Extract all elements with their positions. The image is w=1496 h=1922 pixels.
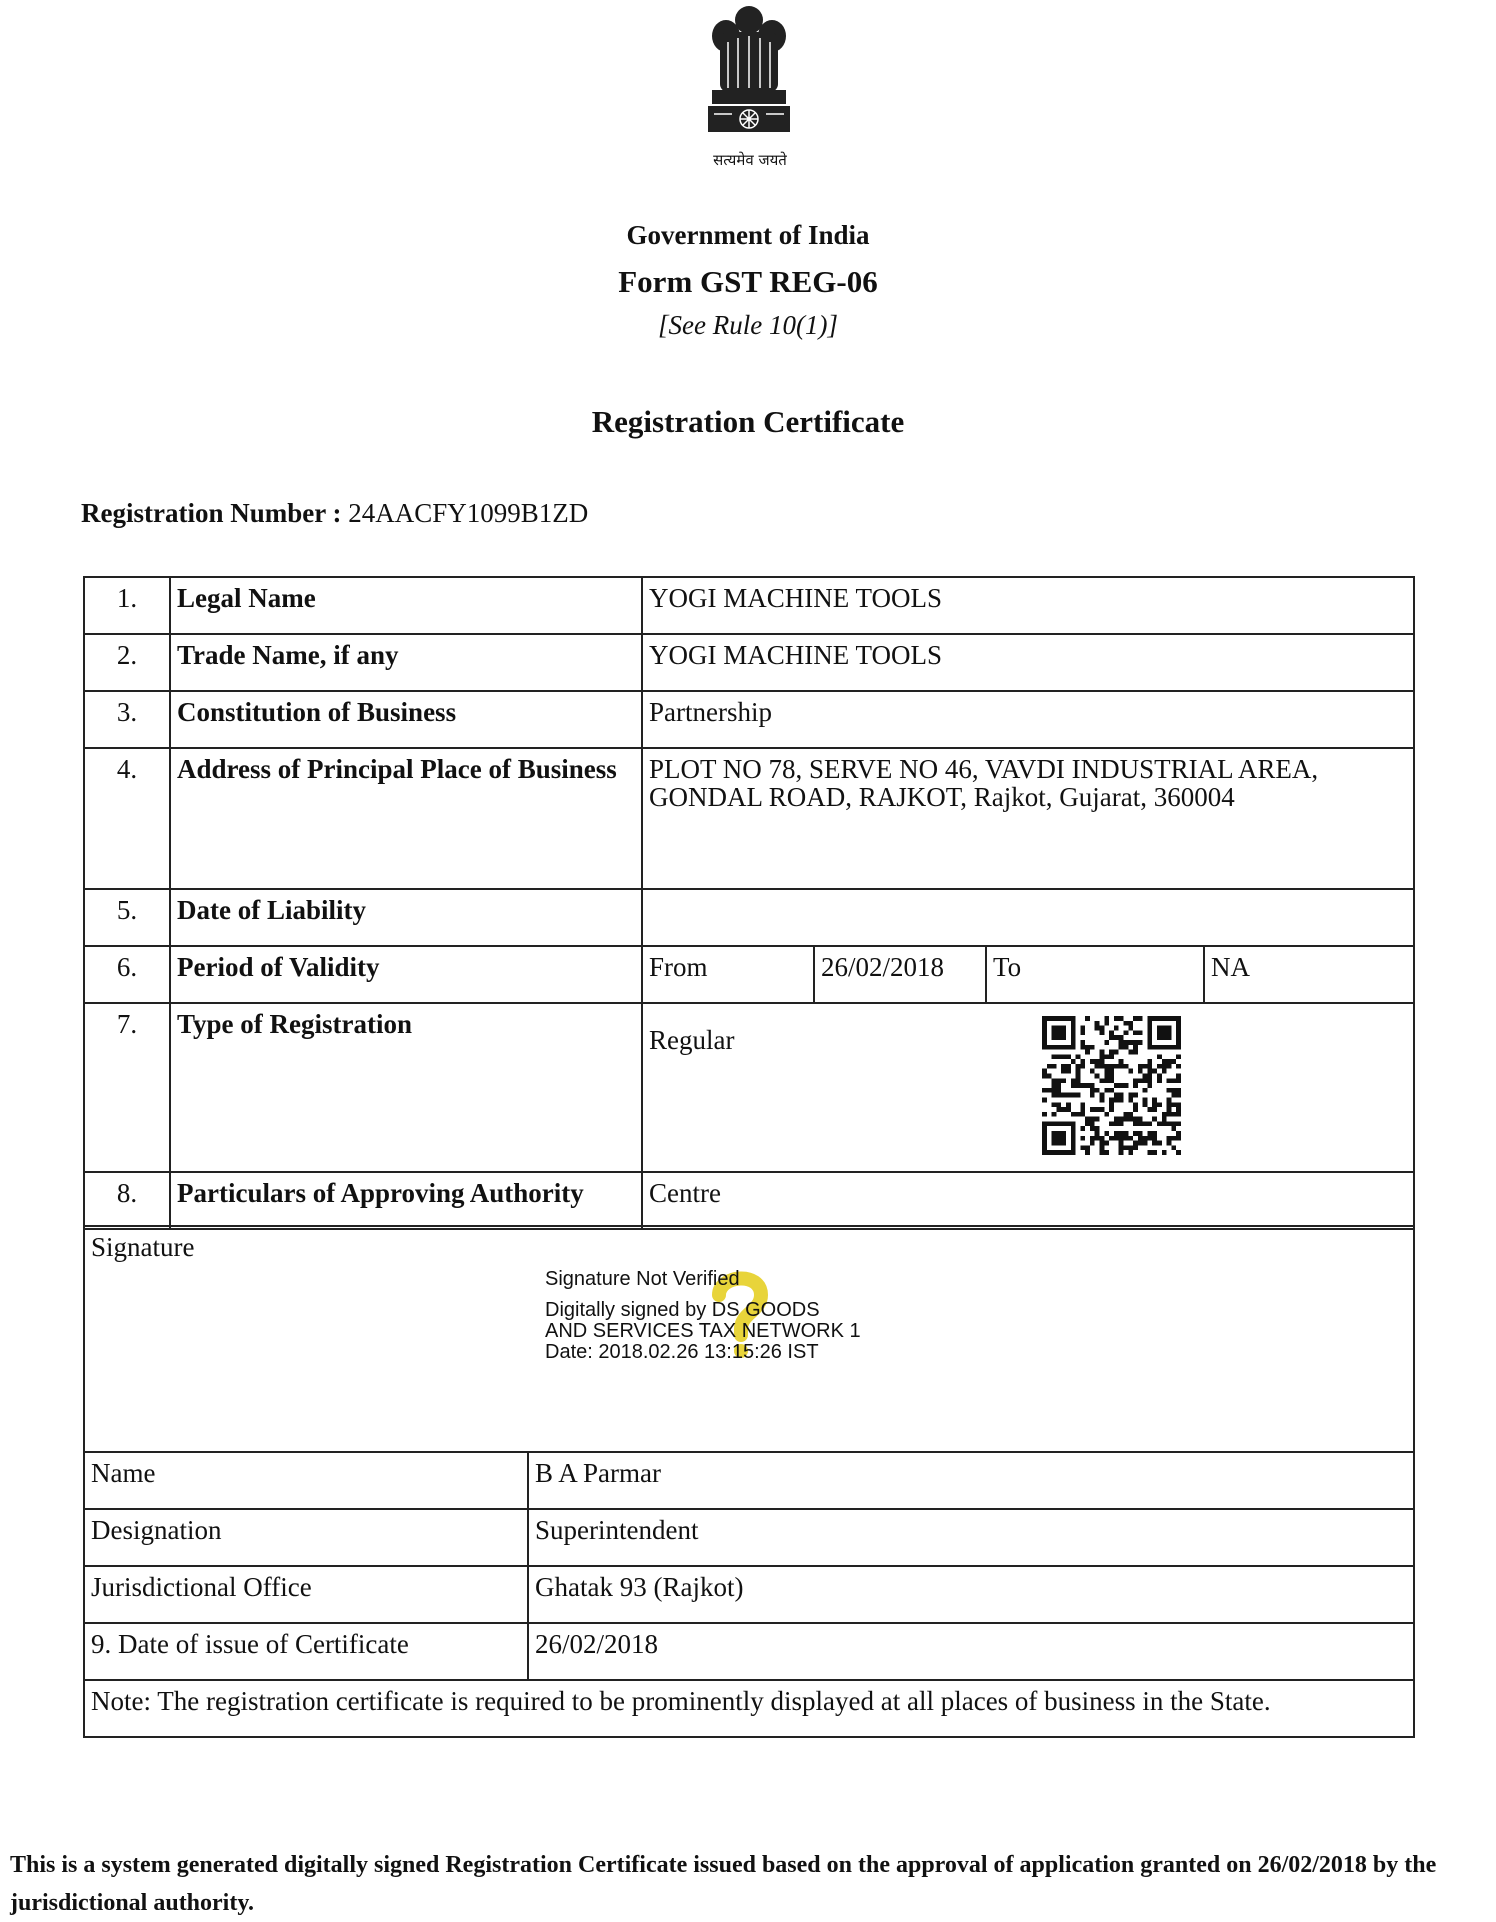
qr-code	[1042, 1016, 1181, 1155]
signature-label: Signature	[91, 1232, 195, 1262]
row-number: 8.	[84, 1172, 170, 1229]
registration-number	[81, 498, 588, 529]
system-generated-footer: This is a system generated digitally signed Registration Certificate issued based on the approval of application granted on 26/02/2018 by the jurisdictional authority.	[10, 1852, 1437, 1916]
table-row	[84, 946, 1414, 1003]
signature-table	[83, 1225, 1415, 1738]
liability-value	[642, 889, 1414, 946]
details-table	[83, 576, 1415, 1230]
form-title: Form GST REG-06	[618, 264, 878, 299]
table-row	[84, 1509, 1414, 1566]
table-row	[84, 748, 1414, 889]
row-number: 3.	[84, 691, 170, 748]
row-number: 4.	[84, 748, 170, 889]
jurisdictional-office-value: Ghatak 93 (Rajkot)	[528, 1566, 1414, 1623]
validity-to-label: To	[986, 946, 1204, 1003]
constitution-label: Constitution of Business	[170, 691, 642, 748]
registration-number-label: Registration Number :	[81, 498, 342, 528]
row-number: 7.	[84, 1003, 170, 1172]
table-row	[84, 1172, 1414, 1229]
liability-label: Date of Liability	[170, 889, 642, 946]
validity-to-value: NA	[1204, 946, 1414, 1003]
row-number: 1.	[84, 577, 170, 634]
table-row	[84, 1566, 1414, 1623]
validity-from-label: From	[642, 946, 814, 1003]
validity-from-value: 26/02/2018	[814, 946, 986, 1003]
jurisdictional-office-label: Jurisdictional Office	[84, 1566, 528, 1623]
legal-name-value: YOGI MACHINE TOOLS	[642, 577, 1414, 634]
designation-label: Designation	[84, 1509, 528, 1566]
address-value: PLOT NO 78, SERVE NO 46, VAVDI INDUSTRIAL AREA, GONDAL ROAD, RAJKOT, Rajkot, Gujarat, 360004	[642, 748, 1414, 889]
address-label: Address of Principal Place of Business	[170, 748, 642, 889]
signature-status: Signature Not Verified	[545, 1268, 740, 1290]
table-row	[84, 634, 1414, 691]
legal-name-label: Legal Name	[170, 577, 642, 634]
table-row	[84, 1623, 1414, 1680]
validity-label: Period of Validity	[170, 946, 642, 1003]
row-number: 2.	[84, 634, 170, 691]
issue-date-value: 26/02/2018	[528, 1623, 1414, 1680]
signature-signer-line2: AND SERVICES TAX NETWORK 1	[545, 1320, 861, 1342]
rule-reference: [See Rule 10(1)]	[658, 310, 838, 340]
signature-row	[84, 1226, 1414, 1452]
table-row	[84, 1003, 1414, 1172]
signature-cell	[84, 1226, 1414, 1452]
officer-name-label: Name	[84, 1452, 528, 1509]
registration-type-value: Regular	[649, 1025, 735, 1055]
issue-date-label: 9. Date of issue of Certificate	[84, 1623, 528, 1680]
national-emblem-icon	[690, 2, 808, 142]
trade-name-value: YOGI MACHINE TOOLS	[642, 634, 1414, 691]
row-number: 6.	[84, 946, 170, 1003]
approving-authority-value: Centre	[642, 1172, 1414, 1229]
certificate-title: Registration Certificate	[591, 404, 905, 439]
table-row	[84, 577, 1414, 634]
emblem-motto: सत्यमेव जयते	[713, 151, 787, 169]
table-row	[84, 1452, 1414, 1509]
registration-number-value: 24AACFY1099B1ZD	[348, 498, 589, 528]
row-number: 5.	[84, 889, 170, 946]
officer-name-value: B A Parmar	[528, 1452, 1414, 1509]
trade-name-label: Trade Name, if any	[170, 634, 642, 691]
digital-signature-text	[545, 1269, 861, 1363]
registration-type-cell	[642, 1003, 1414, 1172]
table-row	[84, 691, 1414, 748]
government-heading: Government of India	[626, 220, 870, 250]
signature-date: Date: 2018.02.26 13:15:26 IST	[545, 1341, 819, 1363]
table-row	[84, 1680, 1414, 1737]
designation-value: Superintendent	[528, 1509, 1414, 1566]
registration-type-label: Type of Registration	[170, 1003, 642, 1172]
signature-signer-line1: Digitally signed by DS GOODS	[545, 1299, 820, 1321]
approving-authority-label: Particulars of Approving Authority	[170, 1172, 642, 1229]
constitution-value: Partnership	[642, 691, 1414, 748]
display-note: Note: The registration certificate is required to be prominently displayed at all places of business in the State.	[84, 1680, 1414, 1737]
table-row	[84, 889, 1414, 946]
